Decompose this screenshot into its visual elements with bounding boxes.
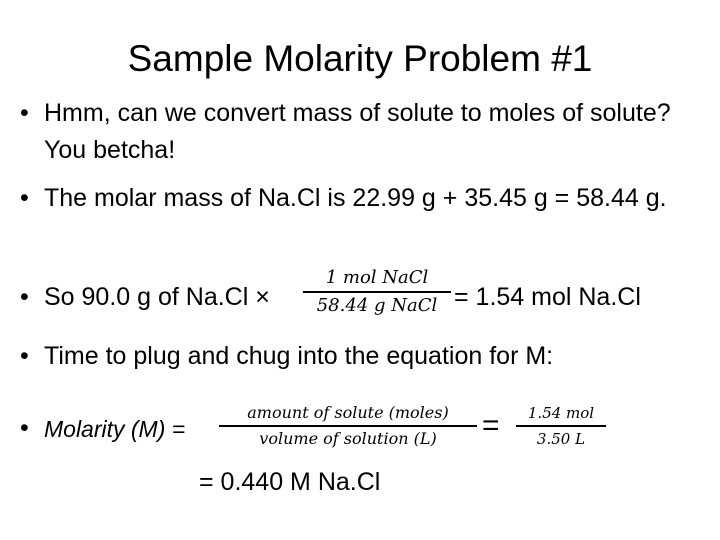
fraction-denominator: 3.50 L (536, 429, 586, 448)
bullet-marker: • (20, 414, 29, 442)
bullet-text: The molar mass of Na.Cl is 22.99 g + 35.45 g = 58.44 g. (44, 184, 667, 212)
fraction-numerator: amount of solute (moles) (247, 403, 449, 422)
final-answer: = 0.440 M Na.Cl (199, 468, 381, 496)
bullet-molar-mass (20, 180, 684, 217)
bullet-text: Time to plug and chug into the equation for M: (44, 342, 554, 370)
conversion-result: = 1.54 mol Na.Cl (454, 283, 641, 311)
bullet-convert-mass (20, 95, 684, 169)
bullet-marker: • (20, 342, 29, 370)
bullet-marker: • (20, 283, 29, 311)
fraction-numerator: 1.54 mol (527, 404, 595, 422)
slide-title: Sample Molarity Problem #1 (127, 38, 593, 79)
conversion-prefix: So 90.0 g of Na.Cl × (44, 283, 270, 311)
molarity-lhs: Molarity (M) = (44, 416, 186, 442)
fraction-denominator: volume of solution (L) (259, 428, 437, 448)
bullet-marker: • (20, 99, 29, 127)
bullet-marker: • (20, 184, 29, 212)
fraction-numerator: 1 mol NaCl (325, 267, 429, 288)
bullet-text: Hmm, can we convert mass of solute to moles of solute? You betcha! (44, 99, 671, 164)
conversion-fraction (303, 265, 451, 319)
fraction-denominator: 58.44 g NaCl (316, 294, 438, 316)
molarity-definition-fraction (219, 401, 477, 451)
equals-sign: = (482, 409, 500, 442)
molarity-value-fraction (516, 401, 606, 451)
bullet-plug-and-chug (20, 338, 684, 375)
